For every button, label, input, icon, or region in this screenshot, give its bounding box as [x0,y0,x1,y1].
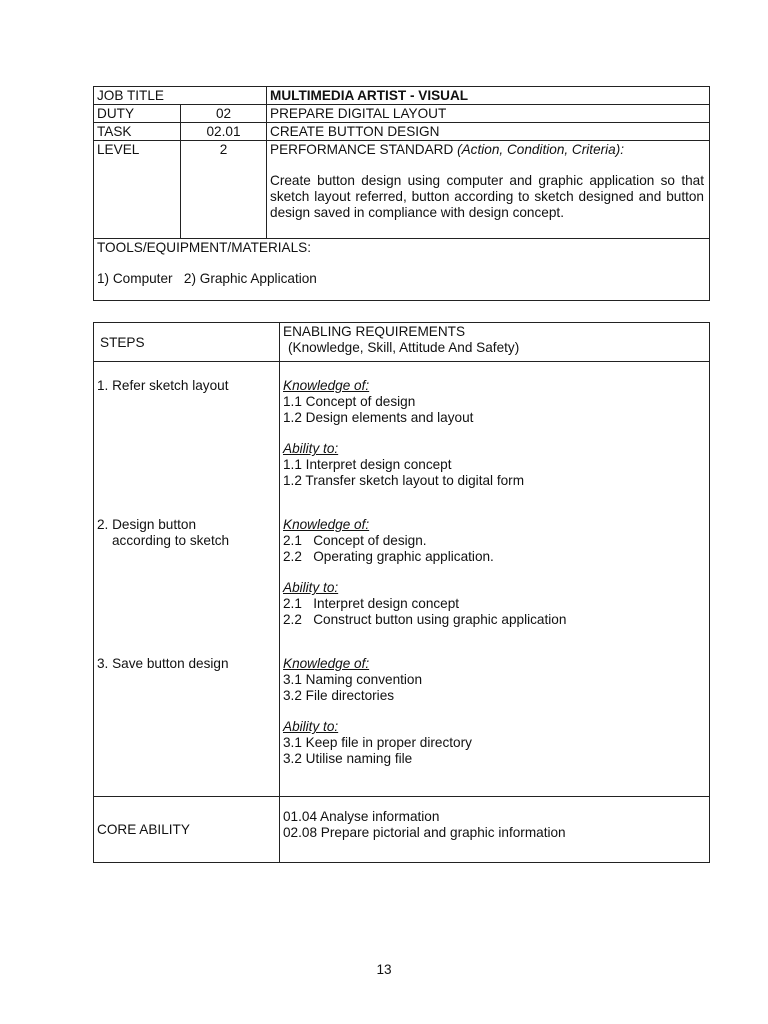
step-1 [97,378,276,517]
step-title-continued: according to sketch [112,533,230,548]
knowledge-item: 3.2 File directories [283,688,395,703]
performance-standard-text: Create button design using computer and graphic application so that sketch layout referred, button according to sketch designed and button design saved in compliance with design concept. [270,173,704,220]
steps-table [93,322,710,863]
ability-item: 1.2 Transfer sketch layout to digital form [283,473,525,488]
performance-standard-hint: (Action, Condition, Criteria): [457,142,625,157]
enabling-requirements-subtitle: (Knowledge, Skill, Attitude And Safety) [288,340,520,355]
task-row [94,123,710,141]
level-number: 2 [181,141,267,239]
ability-label: Ability to: [283,580,339,595]
step-title: 2. Design button [97,517,196,532]
knowledge-label: Knowledge of: [283,517,370,532]
header-table [93,86,710,301]
step-title: 1. Refer sketch layout [97,378,229,393]
step-2 [97,517,276,656]
knowledge-label: Knowledge of: [283,378,370,393]
requirements-column [280,362,710,797]
task-value: CREATE BUTTON DESIGN [267,123,710,141]
ability-item: 2.2 Construct button using graphic application [283,612,567,627]
ability-item: 3.2 Utilise naming file [283,751,413,766]
steps-column [94,362,280,797]
tools-label: TOOLS/EQUIPMENT/MATERIALS: [97,240,312,255]
step-3 [97,656,276,672]
job-title-row [94,87,710,105]
page-number: 13 [376,962,392,977]
requirements-step-1 [283,378,706,517]
requirements-step-2 [283,517,706,656]
tools-row [94,239,710,301]
job-title-value: MULTIMEDIA ARTIST - VISUAL [267,87,710,105]
requirements-step-3 [283,656,706,767]
performance-standard-label: PERFORMANCE STANDARD [270,142,454,157]
level-row [94,141,710,239]
core-ability-item: 02.08 Prepare pictorial and graphic information [283,825,566,840]
duty-value: PREPARE DIGITAL LAYOUT [267,105,710,123]
steps-body-row [94,362,710,797]
performance-standard-heading [270,142,706,158]
core-ability-row [94,797,710,863]
knowledge-item: 2.2 Operating graphic application. [283,549,494,564]
enabling-requirements-title: ENABLING REQUIREMENTS [283,324,466,339]
steps-header: STEPS [94,323,280,362]
ability-item: 3.1 Keep file in proper directory [283,735,472,750]
performance-standard-cell [267,141,710,239]
core-ability-label: CORE ABILITY [94,797,280,863]
ability-item: 2.1 Interpret design concept [283,596,460,611]
core-ability-items [280,797,710,863]
ability-item: 1.1 Interpret design concept [283,457,452,472]
step-title: 3. Save button design [97,656,229,671]
knowledge-item: 1.2 Design elements and layout [283,410,474,425]
task-number: 02.01 [181,123,267,141]
job-title-label: JOB TITLE [94,87,267,105]
enabling-requirements-header [280,323,710,362]
knowledge-item: 3.1 Naming convention [283,672,423,687]
duty-row [94,105,710,123]
core-ability-item: 01.04 Analyse information [283,809,440,824]
knowledge-item: 1.1 Concept of design [283,394,416,409]
task-label: TASK [94,123,181,141]
tools-cell [94,239,710,301]
ability-label: Ability to: [283,441,339,456]
steps-header-row [94,323,710,362]
level-label: LEVEL [94,141,181,239]
knowledge-label: Knowledge of: [283,656,370,671]
duty-label: DUTY [94,105,181,123]
tools-items: 1) Computer 2) Graphic Application [97,271,317,286]
ability-label: Ability to: [283,719,339,734]
knowledge-item: 2.1 Concept of design. [283,533,427,548]
duty-number: 02 [181,105,267,123]
